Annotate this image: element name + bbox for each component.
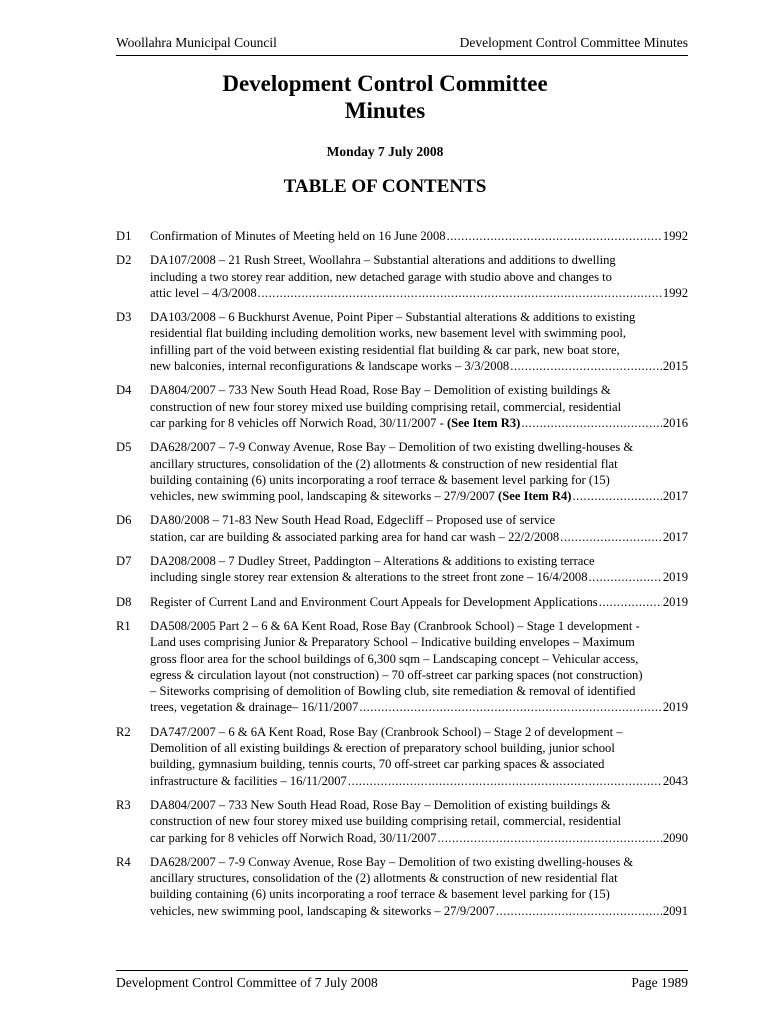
toc-entry-line: DA804/2007 – 733 New South Head Road, Rose Bay – Demolition of existing buildings & xyxy=(150,797,611,812)
title-line-1: Development Control Committee xyxy=(222,71,548,96)
toc-entry-line: building containing (6) units incorporating a roof terrace & basement level parking for (15) xyxy=(150,887,610,902)
toc-entry-description xyxy=(150,228,688,244)
dot-leader xyxy=(572,488,661,504)
toc-entry-line xyxy=(150,569,588,585)
toc-entry-description xyxy=(150,309,688,374)
dot-leader xyxy=(359,699,661,715)
toc-entry-code: R3 xyxy=(116,797,131,812)
toc-entry-page-number: 2017 xyxy=(662,529,688,544)
toc-entry-description xyxy=(150,797,688,846)
toc-entry[interactable] xyxy=(116,439,688,504)
toc-entry-page-number: 2017 xyxy=(662,489,688,504)
toc-entry[interactable] xyxy=(116,228,688,244)
toc-entry-line: DA628/2007 – 7-9 Conway Avenue, Rose Bay – Demolition of two existing dwelling-houses & xyxy=(150,854,634,869)
toc-entry-description xyxy=(150,724,688,789)
toc-entry-line: DA208/2008 – 7 Dudley Street, Paddington – Alterations & additions to existing terrace xyxy=(150,554,595,569)
toc-entry-last-line xyxy=(150,228,688,244)
toc-entry-line xyxy=(150,228,446,244)
toc-entry-page-number: 2043 xyxy=(662,773,688,788)
toc-entry-description xyxy=(150,439,688,504)
toc-entry-line xyxy=(150,529,559,545)
toc-entry-text: infrastructure & facilities – 16/11/2007 xyxy=(150,773,347,788)
dot-leader xyxy=(258,285,662,301)
header-document-name: Development Control Committee Minutes xyxy=(459,35,688,50)
toc-entry-last-line xyxy=(150,488,688,504)
toc-entry-page-number: 2091 xyxy=(662,903,688,918)
toc-entry-line: infilling part of the void between existing residential flat building & car park, new boat store, xyxy=(150,342,620,357)
toc-entry-code: D5 xyxy=(116,440,132,455)
toc-entry[interactable] xyxy=(116,382,688,431)
toc-entry-line: ancillary structures, consolidation of the (2) allotments & construction of new residential flat xyxy=(150,456,618,471)
toc-entry-page-number: 2019 xyxy=(662,700,688,715)
dot-leader xyxy=(447,228,662,244)
toc-entry-text: Register of Current Land and Environment Court Appeals for Development Applications xyxy=(150,594,598,609)
toc-entry-description xyxy=(150,594,688,610)
toc-entry-line: construction of new four storey mixed use building comprising retail, commercial, residential xyxy=(150,814,622,829)
toc-entry-line xyxy=(150,903,495,919)
toc-entry-line: DA804/2007 – 733 New South Head Road, Rose Bay – Demolition of existing buildings & xyxy=(150,383,611,398)
dot-leader xyxy=(348,773,662,789)
toc-entry-code: R2 xyxy=(116,724,131,739)
toc-entry-line: gross floor area for the school buildings of 6,300 sqm – Landscaping concept – Vehicular access, xyxy=(150,651,639,666)
toc-entry-line xyxy=(150,415,520,431)
toc-entry-cross-reference: (See Item R4) xyxy=(498,489,572,504)
toc-entry-code: D4 xyxy=(116,383,132,398)
document-title xyxy=(0,70,770,124)
toc-entry-text: new balconies, internal reconfigurations & landscape works – 3/3/2008 xyxy=(150,359,510,374)
toc-entry-text: including single storey rear extension & alterations to the street front zone – 16/4/2008 xyxy=(150,570,588,585)
toc-entry-description xyxy=(150,618,688,716)
toc-entry[interactable] xyxy=(116,553,688,586)
toc-entry-line: building, gymnasium building, tennis courts, 70 off-street car parking spaces & associated xyxy=(150,757,605,772)
toc-entry-code: D8 xyxy=(116,594,132,609)
toc-entry-line: DA628/2007 – 7-9 Conway Avenue, Rose Bay – Demolition of two existing dwelling-houses & xyxy=(150,440,634,455)
toc-entry-line: – Siteworks comprising of demolition of Bowling club, site remediation & removal of identified xyxy=(150,684,636,699)
toc-entry-line xyxy=(150,594,598,610)
toc-entry-line: Land uses comprising Junior & Preparatory School – Indicative building envelopes – Maximum xyxy=(150,635,635,650)
toc-entry-line xyxy=(150,699,358,715)
toc-entry-description xyxy=(150,382,688,431)
toc-entry-text: station, car are building & associated parking area for hand car wash – 22/2/2008 xyxy=(150,529,560,544)
toc-entry-line: building containing (6) units incorporating a roof terrace & basement level parking for (15) xyxy=(150,472,610,487)
toc-entry-line: DA107/2008 – 21 Rush Street, Woollahra – Substantial alterations and additions to dwelling xyxy=(150,253,616,268)
toc-entry-last-line xyxy=(150,594,688,610)
toc-entry-code: D2 xyxy=(116,253,132,268)
toc-entry-last-line xyxy=(150,903,688,919)
toc-entry-text: Confirmation of Minutes of Meeting held on 16 June 2008 xyxy=(150,229,446,243)
toc-entry-last-line xyxy=(150,415,688,431)
toc-entry-line: ancillary structures, consolidation of the (2) allotments & construction of new residential flat xyxy=(150,871,618,886)
toc-entry-last-line xyxy=(150,830,688,846)
dot-leader xyxy=(521,415,661,431)
toc-entry-text: trees, vegetation & drainage– 16/11/2007 xyxy=(150,700,359,715)
toc-entry-line xyxy=(150,358,509,374)
toc-entry-line: including a two storey rear addition, new detached garage with studio above and changes to xyxy=(150,269,612,284)
toc-entry-text: car parking for 8 vehicles off Norwich Road, 30/11/2007 - xyxy=(150,415,447,430)
toc-entry-description xyxy=(150,512,688,545)
toc-entry-last-line xyxy=(150,285,688,301)
toc-entry-description xyxy=(150,854,688,919)
toc-entry[interactable] xyxy=(116,594,688,610)
toc-entry-line xyxy=(150,830,436,846)
header-council-name: Woollahra Municipal Council xyxy=(116,35,277,50)
toc-entry-last-line xyxy=(150,699,688,715)
toc-entry-line: egress & circulation layout (not construction) – 70 off-street car parking spaces (not construction) xyxy=(150,667,643,682)
toc-entry-page-number: 1992 xyxy=(662,285,688,300)
toc-entry-line: DA747/2007 – 6 & 6A Kent Road, Rose Bay (Cranbrook School) – Stage 2 of development – xyxy=(150,724,623,739)
toc-entry-code: R1 xyxy=(116,618,131,633)
title-line-2: Minutes xyxy=(344,98,426,123)
toc-entry-text: attic level – 4/3/2008 xyxy=(150,285,257,300)
dot-leader xyxy=(599,594,662,610)
toc-entry-page-number: 2090 xyxy=(662,830,688,845)
toc-entry-page-number: 2019 xyxy=(662,570,688,585)
toc-heading: TABLE OF CONTENTS xyxy=(283,176,487,197)
dot-leader xyxy=(560,529,662,545)
toc-entry-line: residential flat building including demolition works, new basement level with swimming pool, xyxy=(150,326,627,341)
toc-entry[interactable] xyxy=(116,309,688,374)
toc-entry-line: construction of new four storey mixed use building comprising retail, commercial, residential xyxy=(150,399,622,414)
toc-entry-line xyxy=(150,773,347,789)
toc-entry-page-number: 2016 xyxy=(662,415,688,430)
toc-entry-description xyxy=(150,252,688,301)
dot-leader xyxy=(510,358,662,374)
toc-entry-page-number: 2015 xyxy=(662,359,688,374)
toc-entry-cross-reference: (See Item R3) xyxy=(446,415,521,430)
toc-entry-page-number: 1992 xyxy=(662,229,688,243)
toc-entry-description xyxy=(150,553,688,586)
toc-entry-line: DA103/2008 – 6 Buckhurst Avenue, Point Piper – Substantial alterations & additions to existing xyxy=(150,310,636,325)
toc-entry-code: D1 xyxy=(116,229,132,243)
toc-entry-text: vehicles, new swimming pool, landscaping & siteworks – 27/9/2007 xyxy=(150,489,499,504)
toc-entry[interactable] xyxy=(116,618,688,716)
toc-entry-last-line xyxy=(150,773,688,789)
dot-leader xyxy=(437,830,661,846)
page-header xyxy=(116,35,688,56)
toc-entry-line: DA80/2008 – 71-83 New South Head Road, Edgecliff – Proposed use of service xyxy=(150,513,556,528)
dot-leader xyxy=(589,569,662,585)
toc-entry[interactable] xyxy=(116,252,688,301)
toc-entry-code: D7 xyxy=(116,554,132,569)
meeting-date: Monday 7 July 2008 xyxy=(326,144,444,159)
toc-entry-code: R4 xyxy=(116,854,131,869)
toc-entry[interactable] xyxy=(116,724,688,789)
toc-entry-last-line xyxy=(150,358,688,374)
footer-page-number: Page 1989 xyxy=(631,975,688,990)
toc-entry-page-number: 2019 xyxy=(662,594,688,609)
toc-entry-last-line xyxy=(150,529,688,545)
toc-entry-line: Demolition of all existing buildings & erection of preparatory school building, junior school xyxy=(150,741,615,756)
toc-entry-line xyxy=(150,285,257,301)
footer-meeting-name: Development Control Committee of 7 July 2008 xyxy=(116,975,378,990)
page-footer xyxy=(116,970,688,991)
toc-entry-line xyxy=(150,488,571,504)
dot-leader xyxy=(496,903,662,919)
toc-entry-line: DA508/2005 Part 2 – 6 & 6A Kent Road, Rose Bay (Cranbrook School) – Stage 1 development - xyxy=(150,618,640,633)
toc-entry[interactable] xyxy=(116,512,688,545)
toc-entry-text: car parking for 8 vehicles off Norwich Road, 30/11/2007 xyxy=(150,830,437,845)
toc-entry-last-line xyxy=(150,569,688,585)
toc-entry-text: vehicles, new swimming pool, landscaping & siteworks – 27/9/2007 xyxy=(150,903,495,918)
toc-entry[interactable] xyxy=(116,797,688,846)
toc-entry-code: D3 xyxy=(116,310,132,325)
table-of-contents xyxy=(116,228,688,927)
toc-entry-code: D6 xyxy=(116,513,132,528)
toc-entry[interactable] xyxy=(116,854,688,919)
